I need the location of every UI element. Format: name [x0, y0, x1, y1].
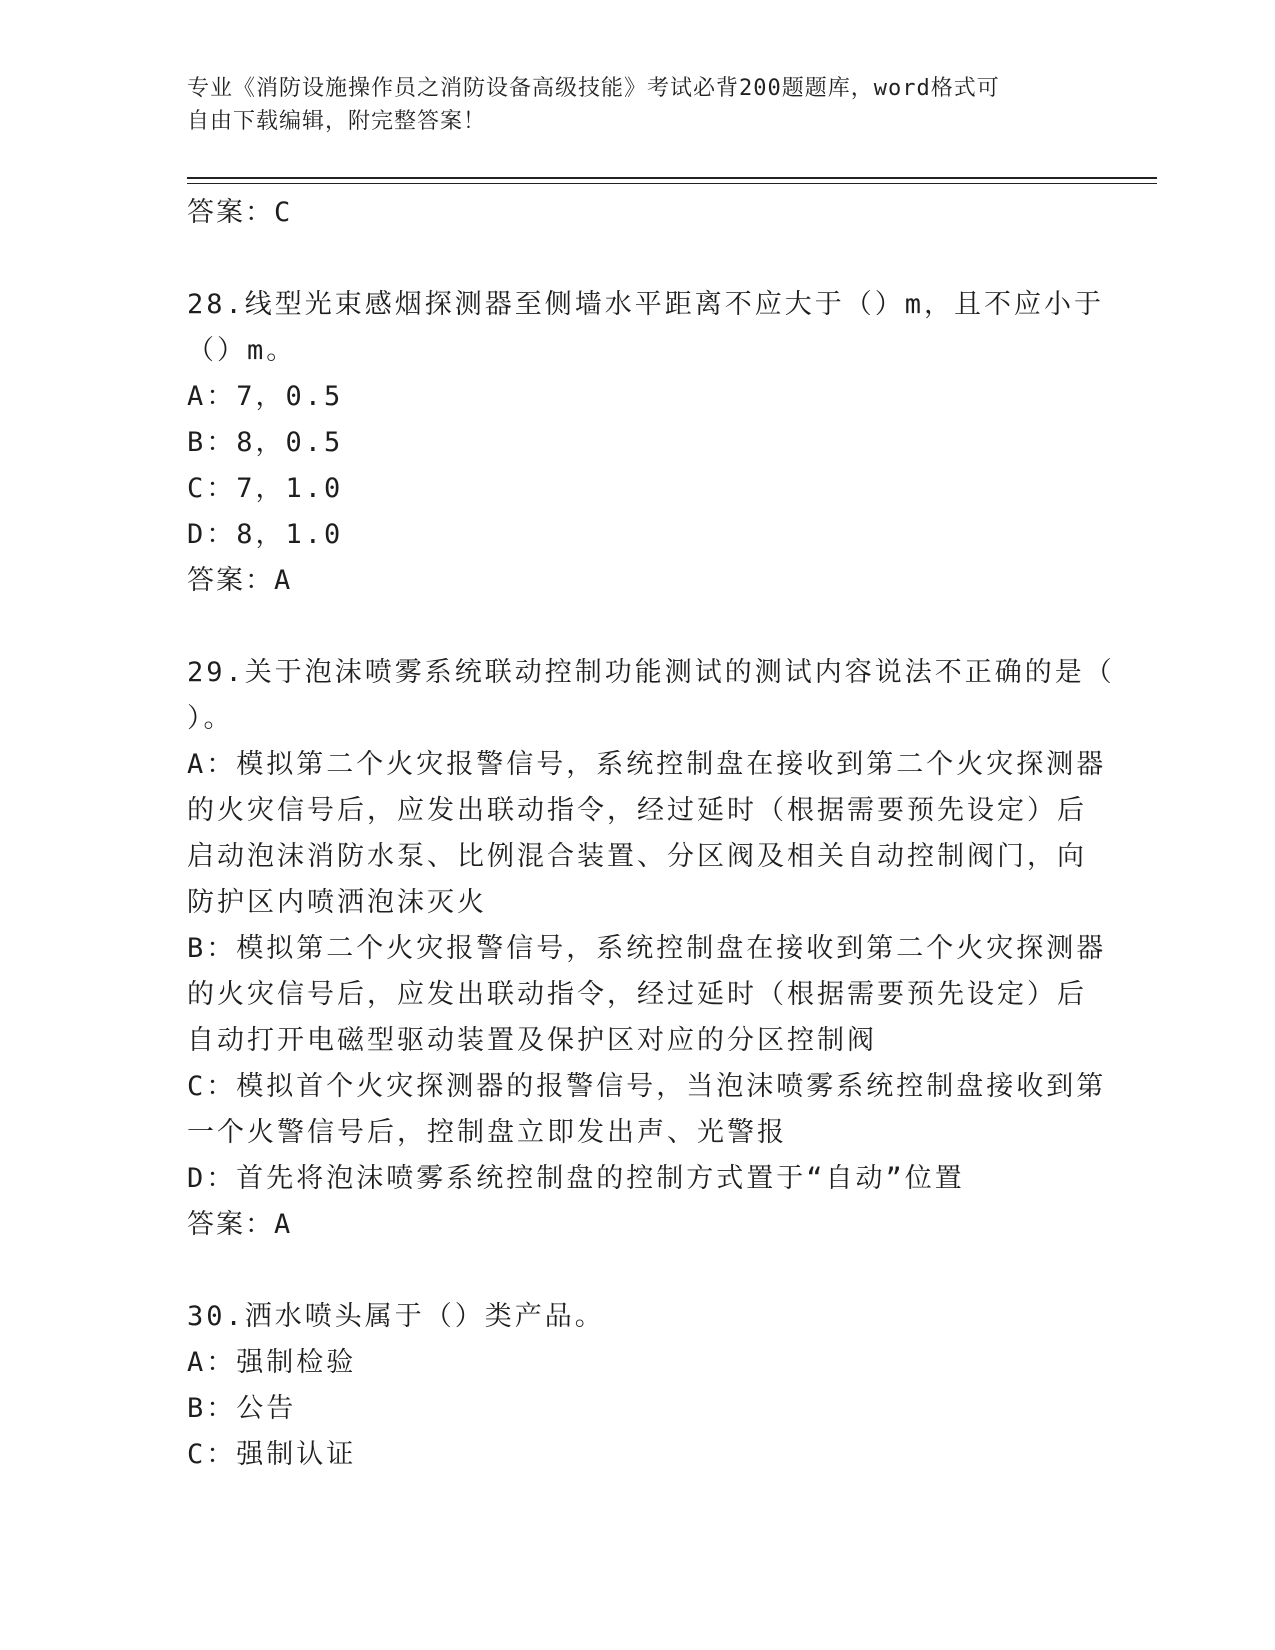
question-stem-line: （）m。 [187, 335, 297, 366]
question-stem-line: 30.洒水喷头属于（）类产品。 [187, 1301, 605, 1332]
previous-answer: 答案：C [187, 197, 293, 228]
option-line: 启动泡沫消防水泵、比例混合装置、分区阀及相关自动控制阀门，向 [187, 841, 1087, 872]
option-d: D：8，1.0 [187, 519, 344, 550]
option-line: 防护区内喷洒泡沫灭火 [187, 887, 487, 918]
option-line: B：模拟第二个火灾报警信号，系统控制盘在接收到第二个火灾探测器 [187, 933, 1107, 964]
option-a: A：强制检验 [187, 1347, 357, 1378]
question-stem-line: 29.关于泡沫喷雾系统联动控制功能测试的测试内容说法不正确的是（ [187, 657, 1115, 688]
option-line: 的火灾信号后，应发出联动指令，经过延时（根据需要预先设定）后 [187, 795, 1087, 826]
spacer [187, 604, 1087, 650]
option-b: B：公告 [187, 1393, 297, 1424]
option-c: C：7，1.0 [187, 473, 344, 504]
option-line: 自动打开电磁型驱动装置及保护区对应的分区控制阀 [187, 1025, 877, 1056]
option-line: 的火灾信号后，应发出联动指令，经过延时（根据需要预先设定）后 [187, 979, 1087, 1010]
option-line: D：首先将泡沫喷雾系统控制盘的控制方式置于“自动”位置 [187, 1163, 965, 1194]
option-b: B：8，0.5 [187, 427, 344, 458]
answer: 答案：A [187, 565, 293, 596]
question-30 [187, 1294, 1087, 1478]
spacer [187, 236, 1087, 282]
option-a [187, 742, 1107, 926]
header-line-1: 专业《消防设施操作员之消防设备高级技能》考试必背200题题库，word格式可 [187, 76, 1000, 101]
document-header [187, 72, 1087, 138]
option-line: C：模拟首个火灾探测器的报警信号，当泡沫喷雾系统控制盘接收到第 [187, 1071, 1107, 1102]
question-list [187, 190, 1115, 1478]
spacer [187, 1248, 1087, 1294]
option-c [187, 1064, 1107, 1156]
option-line: 一个火警信号后，控制盘立即发出声、光警报 [187, 1117, 787, 1148]
header-divider [187, 177, 1157, 184]
option-d [187, 1156, 1087, 1202]
option-a: A：7，0.5 [187, 381, 344, 412]
question-stem-line: 28.线型光束感烟探测器至侧墙水平距离不应大于（）m，且不应小于 [187, 289, 1105, 320]
header-line-2: 自由下载编辑，附完整答案！ [187, 109, 487, 134]
question-stem-line: ）。 [187, 703, 234, 734]
answer: 答案：A [187, 1209, 293, 1240]
option-line: A：模拟第二个火灾报警信号，系统控制盘在接收到第二个火灾探测器 [187, 749, 1107, 780]
question-29 [187, 650, 1115, 1248]
option-c: C：强制认证 [187, 1439, 357, 1470]
question-28 [187, 282, 1105, 604]
option-b [187, 926, 1107, 1064]
